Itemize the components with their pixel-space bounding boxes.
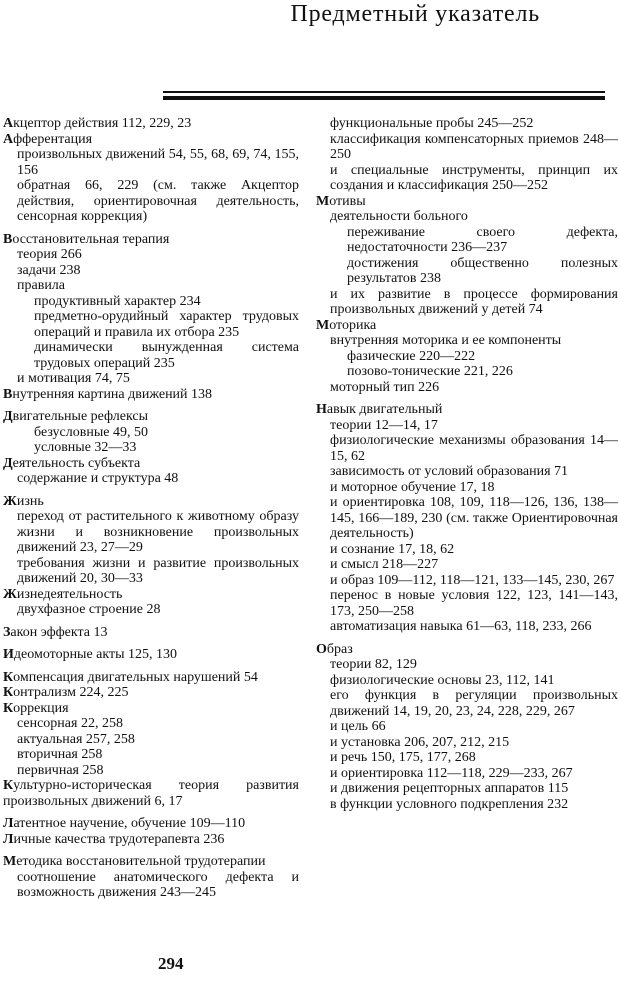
index-subentry: требования жизни и развитие произвольных движений 20, 30—33 bbox=[17, 555, 299, 586]
index-subentry: двухфазное строение 28 bbox=[17, 602, 161, 617]
index-subentry: автоматизация навыка 61—63, 118, 233, 266 bbox=[330, 619, 592, 634]
index-subentry: и смысл 218—227 bbox=[330, 557, 439, 572]
index-subentry: зависимость от условий образования 71 bbox=[330, 464, 569, 479]
index-subentry: достижения общественно полезных результатов 238 bbox=[347, 255, 618, 286]
index-heading: Двигательные рефлексы bbox=[3, 409, 149, 424]
index-heading: Внутренняя картина движений 138 bbox=[3, 386, 213, 402]
index-heading: Моторика bbox=[316, 317, 377, 333]
index-subentry: обратная 66, 229 (см. также Акцептор действия, ориентировочная деятельность, сенсорная коррекция) bbox=[17, 178, 299, 224]
index-subentry: сенсорная 22, 258 bbox=[17, 716, 123, 731]
index-subentry: содержание и структура 48 bbox=[17, 471, 179, 486]
index-heading: Контрализм 224, 225 bbox=[3, 685, 129, 700]
index-subentry: его функция в регуляции произвольных движений 14, 19, 20, 23, 24, 228, 229, 267 bbox=[330, 688, 618, 719]
index-subentry: позово-тонические 221, 226 bbox=[347, 364, 513, 379]
index-heading: Деятельность субъекта bbox=[3, 455, 141, 471]
index-heading: Закон эффекта 13 bbox=[3, 624, 108, 640]
index-subentry: динамически вынужденная система трудовых операций 235 bbox=[34, 340, 299, 371]
right-column bbox=[316, 116, 618, 812]
index-heading: Личные качества трудотерапевта 236 bbox=[3, 831, 225, 847]
index-subentry: правила bbox=[17, 278, 66, 293]
index-subentry: в функции условного подкрепления 232 bbox=[330, 796, 569, 812]
index-subentry: фазические 220—222 bbox=[347, 348, 476, 364]
index-heading: Восстановительная терапия bbox=[3, 231, 170, 247]
index-subentry: и ориентировка 108, 109, 118—126, 136, 138—145, 166—189, 230 (см. также Ориентировочная деятельность) bbox=[330, 495, 618, 541]
index-subentry: произвольных движений 54, 55, 68, 69, 74, 155, 156 bbox=[17, 147, 299, 178]
index-subentry: и ориентировка 112—118, 229—233, 267 bbox=[330, 765, 573, 781]
index-subentry: теории 82, 129 bbox=[330, 657, 417, 672]
index-subentry: перенос в новые условия 122, 123, 141—143, 173, 250—258 bbox=[330, 588, 618, 619]
index-subentry: переход от растительного к животному образу жизни и возникновение произвольных движений 23, 27—29 bbox=[17, 509, 299, 555]
page-number: 294 bbox=[158, 954, 184, 973]
index-subentry: и специальные инструменты, принцип их создания и классификация 250—252 bbox=[330, 162, 618, 193]
index-heading: Культурно-историческая теория развития произвольных движений 6, 17 bbox=[3, 778, 299, 809]
index-heading: Идеомоторные акты 125, 130 bbox=[3, 647, 178, 662]
index-heading: Жизнь bbox=[3, 493, 44, 509]
index-heading: Афферентация bbox=[3, 131, 93, 147]
index-subentry: моторный тип 226 bbox=[330, 379, 440, 395]
index-heading: Латентное научение, обучение 109—110 bbox=[3, 816, 246, 831]
index-subentry: и моторное обучение 17, 18 bbox=[330, 479, 495, 495]
index-subentry: теории 12—14, 17 bbox=[330, 417, 438, 433]
index-subentry: соотношение анатомического дефекта и возможность движения 243—245 bbox=[17, 869, 299, 900]
index-subentry: классификация компенсаторных приемов 248—250 bbox=[330, 131, 618, 162]
index-heading: Образ bbox=[316, 641, 353, 657]
index-subentry: физиологические механизмы образования 14—15, 62 bbox=[330, 433, 618, 464]
left-column bbox=[3, 116, 299, 901]
index-subentry: условные 32—33 bbox=[34, 440, 137, 455]
index-subentry: и их развитие в процессе формирования произвольных движений у детей 74 bbox=[330, 286, 618, 317]
index-subentry: актуальная 257, 258 bbox=[17, 731, 135, 747]
index-subentry: деятельности больного bbox=[330, 209, 468, 224]
index-heading: Акцептор действия 112, 229, 23 bbox=[3, 116, 192, 131]
index-subentry: теория 266 bbox=[17, 247, 82, 262]
index-subentry: безусловные 49, 50 bbox=[34, 424, 148, 440]
index-subentry: вторичная 258 bbox=[17, 747, 103, 762]
index-subentry: продуктивный характер 234 bbox=[34, 293, 201, 309]
index-subentry: внутренняя моторика и ее компоненты bbox=[330, 333, 562, 348]
index-subentry: и сознание 17, 18, 62 bbox=[330, 541, 455, 557]
index-subentry: задачи 238 bbox=[17, 262, 81, 278]
header-rule-thick bbox=[163, 96, 605, 100]
index-subentry: и движения рецепторных аппаратов 115 bbox=[330, 781, 569, 796]
index-subentry: физиологические основы 23, 112, 141 bbox=[330, 672, 555, 688]
index-subentry: и образ 109—112, 118—121, 133—145, 230, 267 bbox=[330, 572, 615, 588]
index-subentry: переживание своего дефекта, недостаточности 236—237 bbox=[347, 224, 618, 255]
index-heading: Навык двигательный bbox=[316, 402, 443, 417]
header-rule-thin bbox=[163, 91, 605, 93]
index-subentry: первичная 258 bbox=[17, 762, 104, 778]
page-title: Предметный указатель bbox=[290, 1, 540, 27]
index-subentry: функциональные пробы 245—252 bbox=[330, 116, 534, 131]
index-heading: Методика восстановительной трудотерапии bbox=[3, 854, 266, 869]
index-subentry: и речь 150, 175, 177, 268 bbox=[330, 750, 476, 765]
index-heading: Компенсация двигательных нарушений 54 bbox=[3, 669, 258, 685]
index-heading: Мотивы bbox=[316, 193, 366, 209]
index-subentry: предметно-орудийный характер трудовых операций и правила их отбора 235 bbox=[34, 309, 299, 340]
index-subentry: и цель 66 bbox=[330, 719, 386, 734]
index-heading: Коррекция bbox=[3, 700, 69, 716]
index-heading: Жизнедеятельность bbox=[3, 586, 123, 602]
index-subentry: и мотивация 74, 75 bbox=[17, 371, 130, 386]
index-subentry: и установка 206, 207, 212, 215 bbox=[330, 734, 510, 750]
